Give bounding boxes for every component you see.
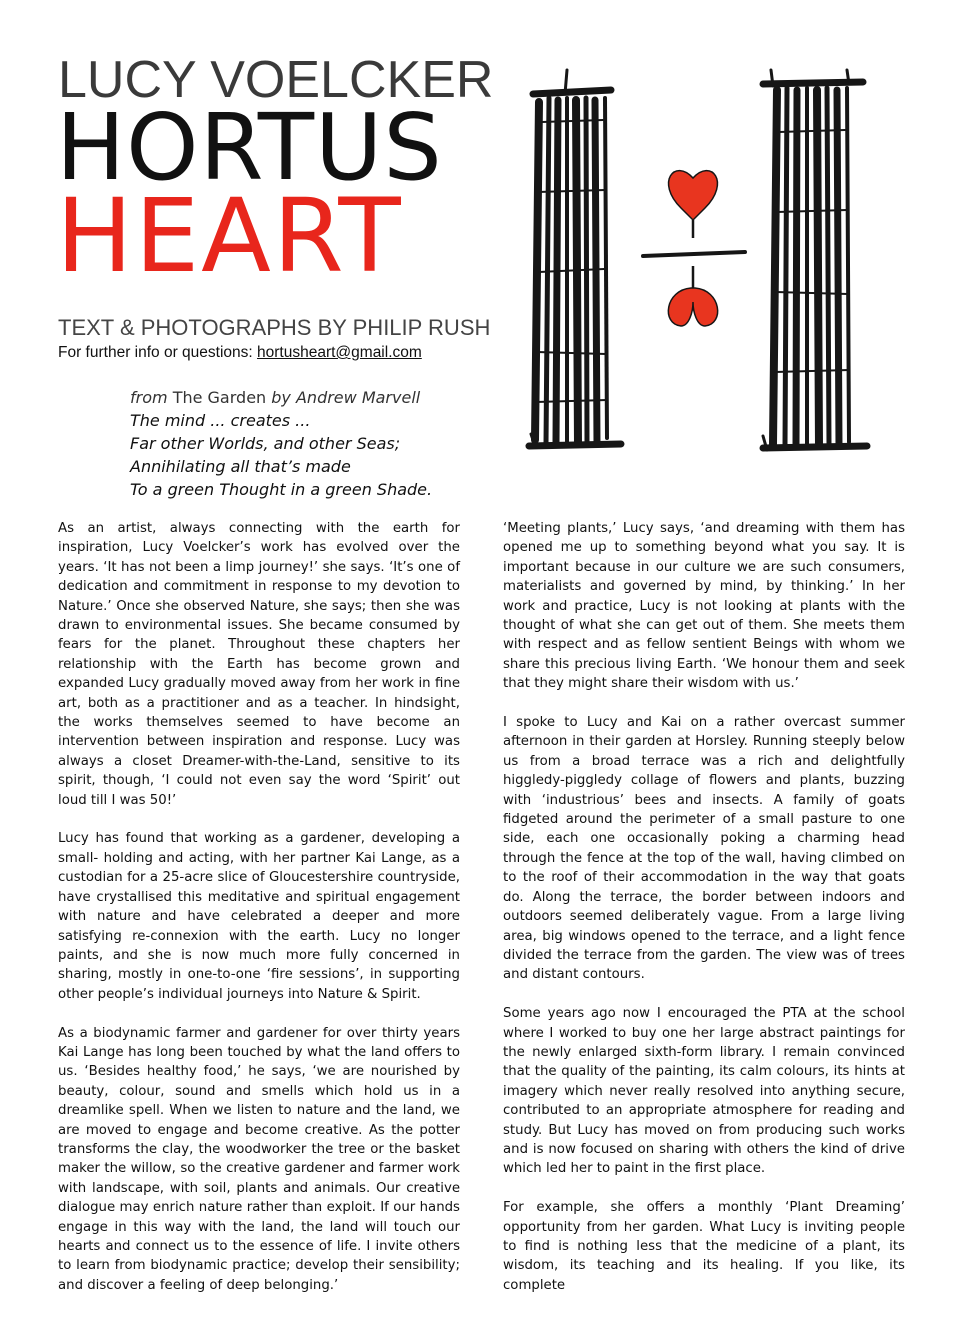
heart-crossbar (643, 171, 745, 326)
poem-title: The Garden (172, 388, 267, 407)
from-word: from (130, 388, 168, 407)
body-paragraph: ‘Meeting plants,’ Lucy says, ‘and dreaming with them has opened me up to something beyond what you say. It is important because in our culture we are such consumers, materialists and governed by mind, by thinking.’ In her work and practice, Lucy is not looking at plants with the thought of what she can get out of them. She meets them with respect and as fellow sentient Beings with whom we share this precious living Earth. ‘We honour them and seek that they might share their wisdom with us.’ (503, 521, 905, 692)
epigraph-source (130, 386, 432, 409)
poem-line: Annihilating all that’s made (130, 457, 351, 476)
body-paragraph: I spoke to Lucy and Kai on a rather overcast summer afternoon in their garden at Horsley. Running steeply below us from a broad terrace was a rich and delightfully higgledy-piggledy collage of flowers and plants, buzzing with ‘industrious’ bees and insects. A family of goats fidgeted around the perimeter of a small pasture to one side, each one occasionally poking a charming head through the fence at the top of the wall, having climbed on to the roof of their accommodation in the way that goats do. Along the terrace, the border between indoors and outdoors seemed deliberately vague. From a large living area, big windows opened to the terrace, and a light fence divided the terrace from the garden. The view was of trees and distant contours. (503, 715, 905, 983)
body-right-column (503, 519, 905, 1315)
contact-email-link[interactable]: hortusheart@gmail.com (257, 344, 422, 361)
hortus-heart-logo (525, 62, 920, 482)
photo-credit: TEXT & PHOTOGRAPHS BY PHILIP RUSH (58, 315, 491, 340)
body-left-column (58, 519, 460, 1315)
epigraph (130, 386, 432, 501)
title-hortus: HORTUS (56, 94, 443, 201)
body-paragraph: As an artist, always connecting with the earth for inspiration, Lucy Voelcker’s work has evolved over the years. ‘It has not been a limp journey!’ she says. ‘It’s one of dedication and commitment in response to my devotion to Nature.’ Once she observed Nature, she says; then she was drawn to environmental issues. She became consumed by fears for the planet. Throughout these chapters her relationship with the Earth has become grown and expanded Lucy gradually moved away from her work in fine art, both as a practitioner and as a teacher. In hindsight, the works themselves seemed to have become an intervention between inspiration and response. Lucy was always a closet Dreamer-with-the-Land, sensitive to its spirit, though, ‘I could not even say the word ‘Spirit’ out loud till I was 50!’ (58, 521, 460, 808)
right-pillar (763, 70, 867, 450)
contact-line (58, 344, 422, 362)
left-pillar (529, 70, 621, 446)
contact-prefix: For further info or questions: (58, 344, 258, 361)
author-name: LUCY VOELCKER (58, 51, 494, 109)
poem-line: To a green Thought in a green Shade. (130, 480, 433, 499)
body-paragraph: For example, she offers a monthly ‘Plant Dreaming’ opportunity from her garden. What Lucy is inviting people to find is nothing less that the medicine of a plant, its wisdom, its teaching and its healing. If you like, its complete (503, 1200, 905, 1293)
poem-author: by Andrew Marvell (271, 388, 421, 407)
body-paragraph: Lucy has found that working as a gardener, developing a small- holding and acting, with her partner Kai Lange, as a custodian for a 25-acre slice of Gloucestershire countryside, have crystallised this meditative and spiritual engagement with nature and have celebrated a deeper and more satisfying re-connexion with the earth. Lucy no longer paints, and she is now much more fully concerned in sharing, mostly in one-to-one ‘fire sessions’, in supporting other people’s individual journeys into Nature & Spirit. (58, 831, 460, 1002)
body-paragraph: As a biodynamic farmer and gardener for over thirty years Kai Lange has long been touched by what the land offers to us. ‘Besides healthy food,’ he says, ‘we are nourished by beauty, colour, sound and smells which hold us in a dreamlike spell. When we listen to nature and the land, we are moved to engage and become creative. As the potter transforms the clay, the woodworker the tree or the basket maker the willow, so the creative gardener and farmer work with landscape, with soil, plants and animals. Our creative dialogue may enrich nature rather than exploit. If our hands engage in this way with the land, the land will touch our hearts and connect us to the essence of life. I invite others to learn from biodynamic practice; develop their sensibility; and discover a feeling of deep belonging.’ (58, 1025, 460, 1293)
poem-line: The mind ... creates ... (130, 411, 311, 430)
body-paragraph: Some years ago now I encouraged the PTA at the school where I worked to buy one her large abstract paintings for the newly enlarged sixth-form library. I remain convinced that the quality of the painting, its calm colours, its hints at imagery which never really resolved into anything secure, contributed to an appropriate atmosphere for reading and study. But Lucy has moved on from producing such works and is now focused on sharing with others the kind of drive which led her to paint in the first place. (503, 1006, 905, 1177)
poem-line: Far other Worlds, and other Seas; (130, 434, 401, 453)
title-heart: HEART (56, 177, 403, 296)
